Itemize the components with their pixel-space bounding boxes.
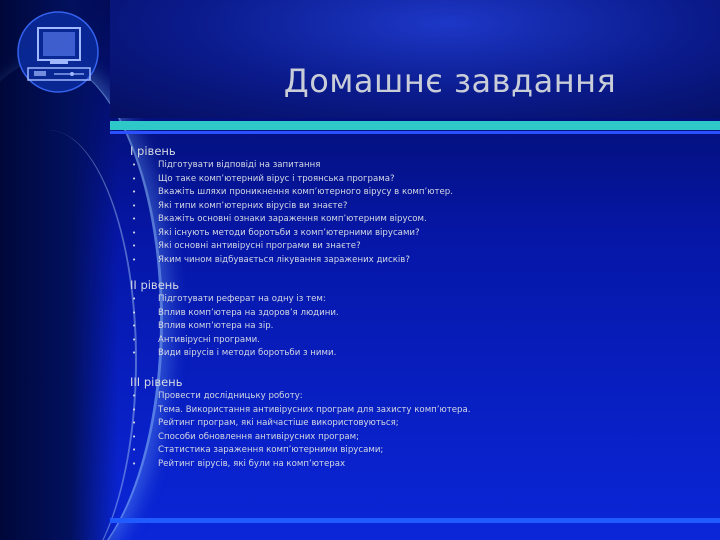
accent-bar-thin (110, 131, 720, 134)
level-heading: ІІ рівень (130, 278, 180, 292)
list-item: • Підготувати реферат на одну із тем: (130, 293, 339, 307)
level-section-3 (130, 374, 471, 471)
bullet-dot-icon: • (132, 419, 137, 427)
bullet-dot-icon: • (132, 188, 137, 196)
bullet-dot-icon: • (132, 322, 137, 330)
content-area (130, 143, 710, 469)
list-item: • Тема. Використання антивірусних програм для захисту комп’ютера. (130, 404, 471, 418)
list-item: • Антивірусні програми. (130, 334, 339, 348)
level-items (130, 390, 471, 471)
bottom-bar (110, 518, 720, 523)
list-item: • Види вірусів і методи боротьби з ними. (130, 347, 339, 361)
list-item: • Підготувати відповіді на запитання (130, 159, 710, 173)
level-section-2 (130, 277, 339, 361)
level-section-1 (130, 143, 710, 267)
bullet-dot-icon: • (132, 161, 137, 169)
bullet-dot-icon: • (132, 174, 137, 183)
list-item: • Вкажіть основні ознаки зараження комп’ютерним вірусом. (130, 213, 710, 227)
level-heading: ІІІ рівень (130, 375, 183, 389)
bullet-dot-icon: • (132, 392, 137, 400)
level-heading: І рівень (130, 144, 176, 158)
bullet-dot-icon: • (132, 405, 137, 414)
computer-icon (10, 10, 105, 95)
bullet-dot-icon: • (132, 432, 137, 441)
level-items (130, 159, 710, 267)
bullet-dot-icon: • (132, 459, 137, 468)
bullet-dot-icon: • (132, 201, 137, 210)
list-item: • Рейтинг вірусів, які були на комп’ютерах (130, 458, 471, 472)
bullet-dot-icon: • (132, 215, 137, 223)
level-items (130, 293, 339, 361)
slide-title: Домашнє завдання (283, 62, 617, 100)
bullet-dot-icon: • (132, 228, 137, 237)
bullet-dot-icon: • (132, 335, 137, 344)
list-item: • Рейтинг програм, які найчастіше використовуються; (130, 417, 471, 431)
list-item: • Які існують методи боротьби з комп’ютерними вірусами? (130, 227, 710, 241)
list-item: • Що таке комп’ютерний вірус і троянська програма? (130, 173, 710, 187)
list-item: • Статистика зараження комп’ютерними вірусами; (130, 444, 471, 458)
bullet-dot-icon: • (132, 349, 137, 357)
list-item: • Способи обновлення антивірусних програм; (130, 431, 471, 445)
list-item: • Вплив комп’ютера на здоров’я людини. (130, 307, 339, 321)
bullet-dot-icon: • (132, 446, 137, 454)
list-item: • Провести дослідницьку роботу: (130, 390, 471, 404)
bullet-dot-icon: • (132, 242, 137, 250)
accent-bar (110, 121, 720, 130)
bullet-dot-icon: • (132, 295, 137, 303)
bullet-dot-icon: • (132, 308, 137, 317)
list-item: • Вплив комп’ютера на зір. (130, 320, 339, 334)
list-item: • Які основні антивірусні програми ви знаєте? (130, 240, 710, 254)
bullet-dot-icon: • (132, 255, 137, 264)
list-item: • Вкажіть шляхи проникнення комп’ютерного вірусу в комп’ютер. (130, 186, 710, 200)
list-item: • Яким чином відбувається лікування заражених дисків? (130, 254, 710, 268)
title-area (110, 0, 720, 118)
list-item: • Які типи комп’ютерних вірусів ви знаєте? (130, 200, 710, 214)
